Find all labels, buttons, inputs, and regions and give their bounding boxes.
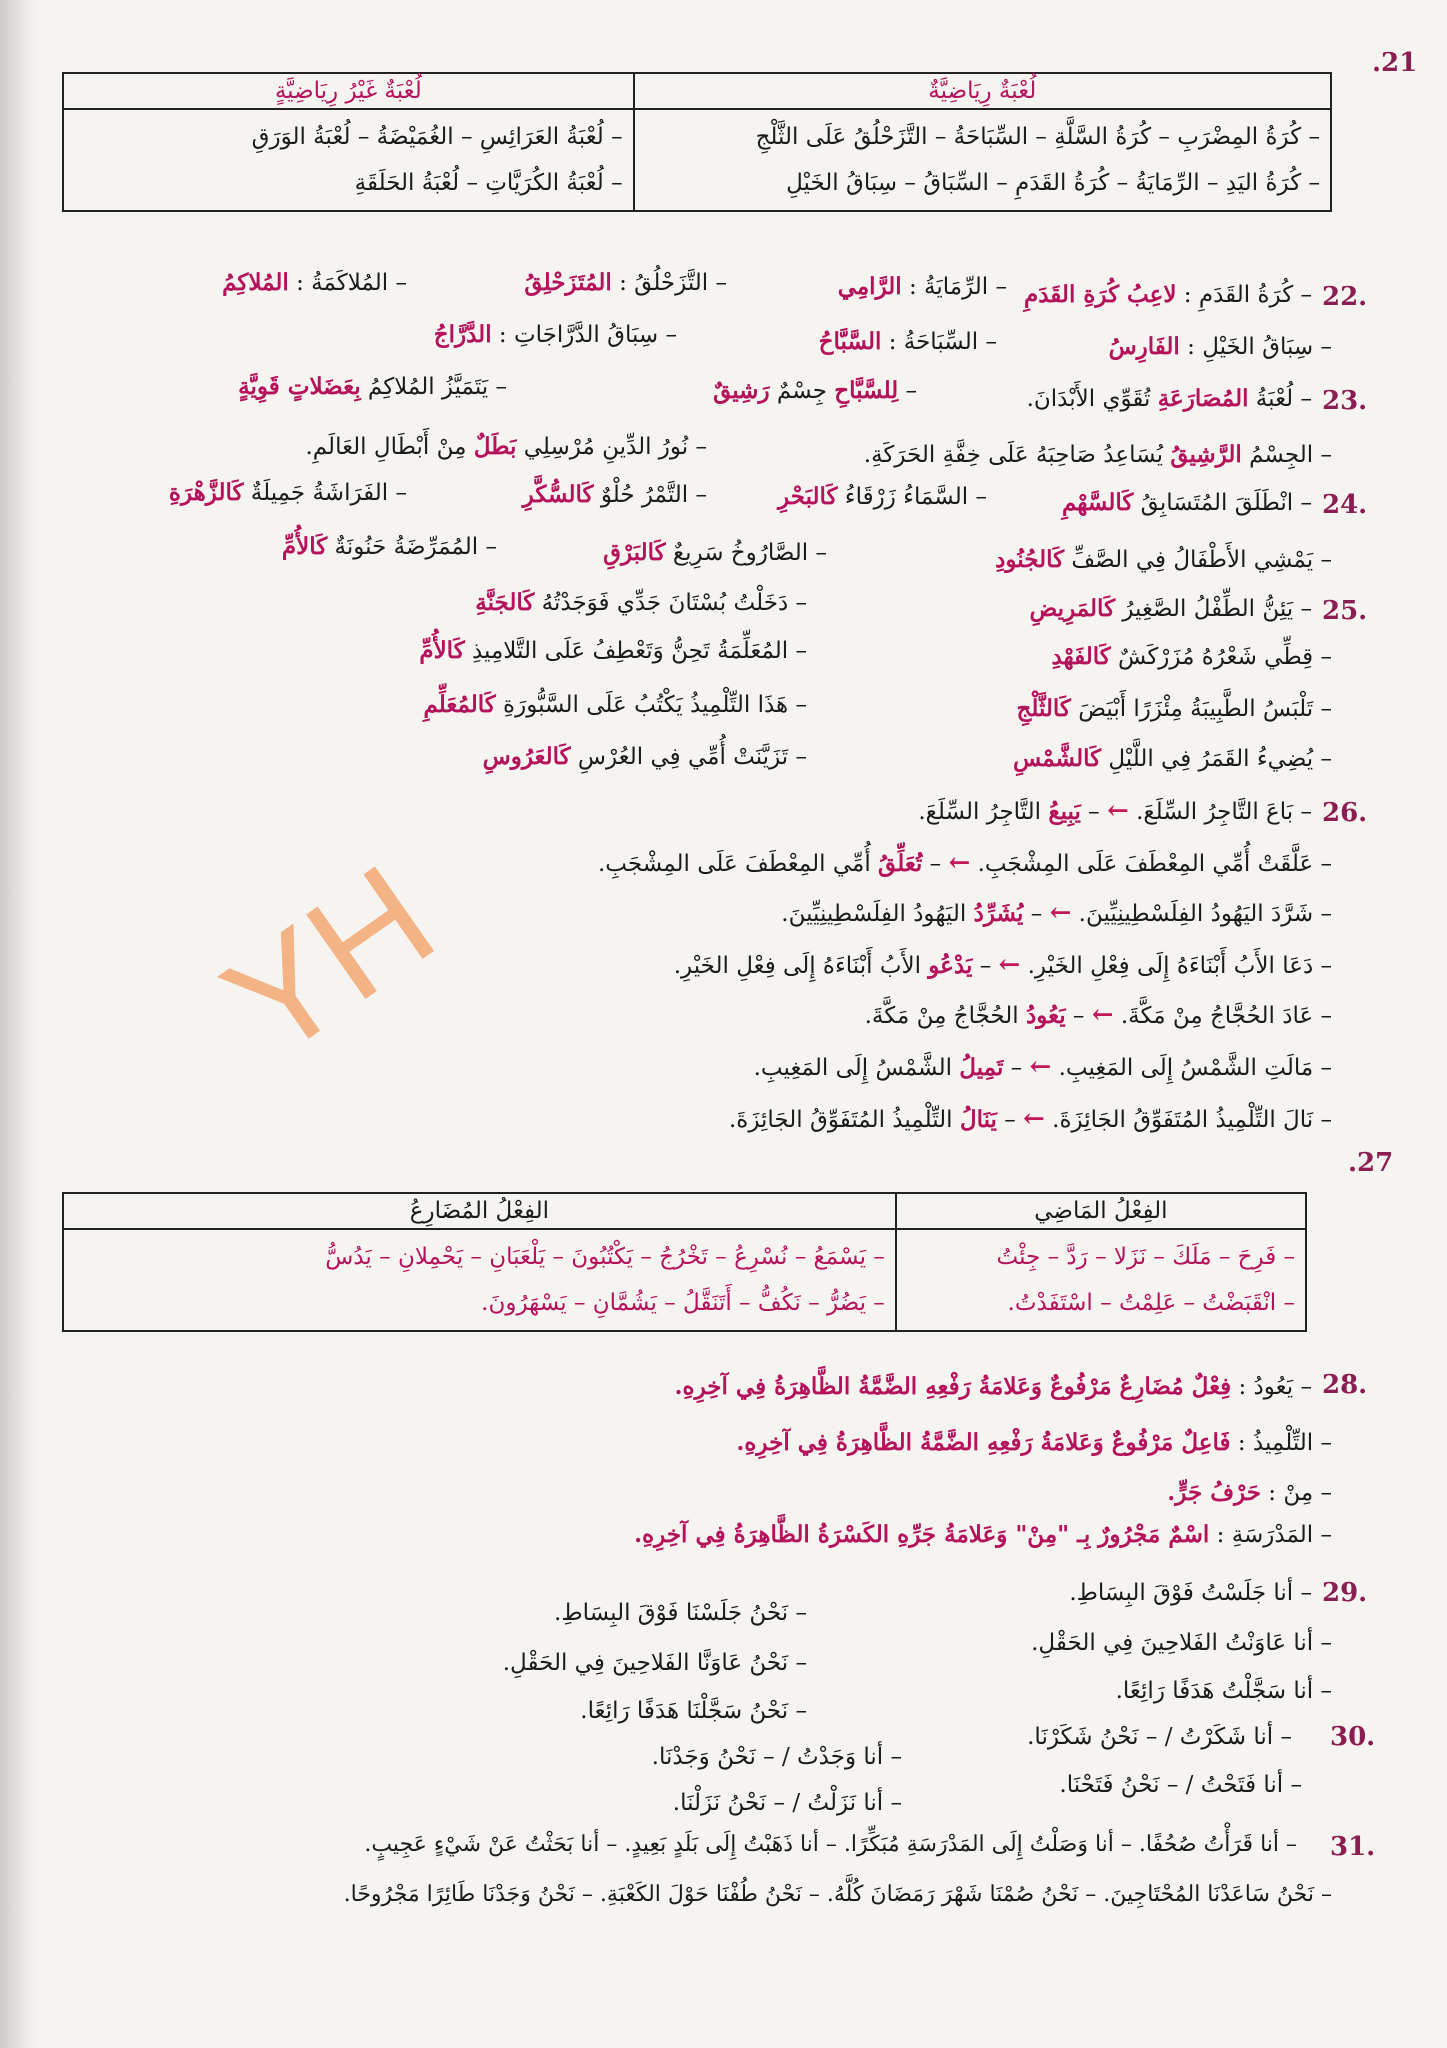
arrow-icon: ← <box>1091 1000 1114 1030</box>
q22-item-football: – كُرَةُ القَدَمِ : لاعِبُ كُرَةِ القَدَمِ <box>1023 281 1312 308</box>
arrow-icon: ← <box>1049 898 1072 928</box>
question-27-number: .27 <box>1348 1148 1394 1178</box>
question-24-number: 24. <box>1322 490 1368 520</box>
arrow-icon: ← <box>1029 1052 1052 1082</box>
q22-item-skiing: – التَّزَحْلُقُ : المُتَزَحْلِقُ <box>524 269 727 296</box>
q28-parse-2: – التِّلْمِيذُ : فَاعِلٌ مَرْفُوعٌ وَعَلامَةُ رَفْعِهِ الضَّمَّةُ الظَّاهِرَةُ فِي آخِرِهِ. <box>736 1429 1332 1456</box>
question-30-number: 30. <box>1330 1722 1376 1752</box>
q24-sentence-4: – الفَرَاشَةُ جَمِيلَةٌ كَالزَّهْرَةِ <box>168 479 407 506</box>
q23-sentence-5: – نُورُ الدِّينِ مُرْسِلِي بَطَلٌ مِنْ أَبْطَالِ العَالَمِ. <box>305 433 707 460</box>
q26-row-5: – عَادَ الحُجَّاجُ مِنْ مَكَّةَ. ← – يَعُودُ الحُجَّاجُ مِنْ مَكَّةَ. <box>864 1000 1332 1030</box>
q29-plural-2: – نَحْنُ عَاوَنَّا الفَلاحِينَ فِي الحَقْلِ. <box>502 1650 807 1676</box>
q24-sentence-5: – يَمْشِي الأَطْفَالُ فِي الصَّفِّ كَالجُنُودِ <box>995 546 1332 573</box>
q22-item-swimming: – السِّبَاحَةُ : السَّبَّاحُ <box>818 328 997 355</box>
q30-pair-3: – أنا فَتَحْتُ / – نَحْنُ فَتَحْنَا. <box>1059 1772 1302 1798</box>
header-sport: لُعْبَةٌ رِيَاضِيَّةٌ <box>634 73 1331 109</box>
q25-sentence-1: – يَئِنُّ الطِّفْلُ الصَّغِيرُ كَالمَرِيضِ <box>1029 595 1312 622</box>
past-verbs-cell: – فَرِحَ – مَلَكَ – نَزَلا – رَدَّ – جِئْتُ – انْقَبَضْتُ – عَلِمْتُ – اسْتَفَدْتُ. <box>896 1229 1306 1331</box>
q29-singular-2: – أنا عَاوَنْتُ الفَلاحِينَ فِي الحَقْلِ. <box>1031 1630 1332 1656</box>
q31-plural-sentences: – نَحْنُ سَاعَدْنَا المُحْتَاجِينَ. – نَحْنُ صُمْنَا شَهْرَ رَمَضَانَ كُلَّهُ. – نَحْنُ طُفْنَا حَوْلَ الكَعْبَةِ. – نَحْنُ وَجَدْنَا طَائِرًا مَجْرُوحًا. <box>343 1882 1332 1907</box>
q26-row-4: – دَعَا الأَبُ أَبْنَاءَهُ إِلَى فِعْلِ الخَيْرِ. ← – يَدْعُو الأَبُ أَبْنَاءَهُ إِلَى فِعْلِ الخَيْرِ. <box>673 950 1332 980</box>
q22-item-cycling: – سِبَاقُ الدَّرَّاجَاتِ : الدَّرَّاجُ <box>433 321 677 348</box>
q28-parse-4: – المَدْرَسَةِ : اسْمٌ مَجْرُورٌ بِـ "مِنْ" وَعَلامَةُ جَرِّهِ الكَسْرَةُ الظَّاهِرَةُ فِي آخِرِهِ. <box>634 1521 1332 1548</box>
q26-row-1: – بَاعَ التَّاجِرُ السِّلَعَ. ← – يَبِيعُ التَّاجِرُ السِّلَعَ. <box>918 796 1312 826</box>
arrow-icon: ← <box>1023 1104 1045 1134</box>
q25-sentence-2: – دَخَلْتُ بُسْتَانَ جَدِّي فَوَجَدْتُهُ كَالجَنَّةِ <box>475 589 807 616</box>
q25-sentence-7: – يُضِيءُ القَمَرُ فِي اللَّيْلِ كَالشَّمْسِ <box>1012 745 1332 772</box>
arrow-icon: ← <box>948 848 971 878</box>
q28-parse-1: – يَعُودُ : فِعْلٌ مُضَارِعٌ مَرْفُوعٌ وَعَلامَةُ رَفْعِهِ الضَّمَّةُ الظَّاهِرَةُ فِي آخِرِهِ. <box>674 1373 1312 1400</box>
q22-item-shooting: – الرِّمَايَةُ : الرَّامِي <box>837 273 1007 300</box>
q25-sentence-6: – هَذَا التِّلْمِيذُ يَكْتُبُ عَلَى السَّبُّورَةِ كَالمُعَلِّمِ <box>423 691 807 718</box>
page-edge-shadow <box>0 0 40 2048</box>
question-29-number: 29. <box>1322 1578 1368 1608</box>
q30-pair-1: – أنا شَكَرْتُ / – نَحْنُ شَكَرْنَا. <box>1027 1724 1292 1750</box>
verb-tense-table <box>62 1192 1307 1332</box>
question-25-number: 25. <box>1322 596 1368 626</box>
q24-sentence-1: – انْطَلَقَ المُتَسَابِقُ كَالسَّهْمِ <box>1061 489 1312 516</box>
q24-sentence-7: – المُمَرِّضَةُ حَنُونَةٌ كَالأُمِّ <box>281 533 497 560</box>
q26-row-7: – نَالَ التِّلْمِيذُ المُتَفَوِّقُ الجَائِزَةَ. ← – يَنَالُ التِّلْمِيذُ المُتَفَوِّقُ الجَائِزَةَ. <box>728 1104 1332 1134</box>
question-21-number: .21 <box>1372 48 1418 78</box>
q25-sentence-3: – قِطِّي شَعْرُهُ مُزَرْكَشٌ كَالفَهْدِ <box>1051 643 1332 670</box>
header-non-sport: لُعْبَةٌ غَيْرُ رِيَاضِيَّةٍ <box>63 73 634 109</box>
q29-plural-3: – نَحْنُ سَجَّلْنَا هَدَفًا رَائِعًا. <box>580 1698 807 1724</box>
q29-plural-1: – نَحْنُ جَلَسْنَا فَوْقَ البِسَاطِ. <box>554 1600 807 1626</box>
q25-sentence-5: – تَلْبَسُ الطَّبِيبَةُ مِئْزَرًا أَبْيَضَ كَالثَّلْجِ <box>1016 695 1332 722</box>
q26-row-2: – عَلَّقَتْ أُمِّي المِعْطَفَ عَلَى المِشْجَبِ. ← – تُعَلِّقُ أُمِّي المِعْطَفَ عَلَى المِشْجَبِ. <box>597 848 1332 878</box>
q31-singular-sentences: – أنا قَرَأْتُ صُحُفًا. – أنا وَصَلْتُ إِلَى المَدْرَسَةِ مُبَكِّرًا. – أنا ذَهَبْتُ إِلَى بَلَدٍ بَعِيدٍ. – أنا بَحَثْتُ عَنْ شَيْءٍ عَجِيبٍ. <box>364 1832 1297 1857</box>
q23-sentence-1: – لُعْبَةُ المُصَارَعَةِ تُقَوِّي الأَبْدَانَ. <box>1026 385 1312 412</box>
q23-sentence-3: – يَتَمَيَّزُ المُلاكِمُ بِعَضَلاتٍ قَوِيَّةٍ <box>238 373 507 400</box>
q28-parse-3: – مِنْ : حَرْفُ جَرٍّ. <box>1167 1479 1332 1506</box>
sport-games-cell: – كُرَةُ المِضْرَبِ – كُرَةُ السَّلَّةِ – السِّبَاحَةُ – التَّزَحْلُقُ عَلَى الثَّلْجِ – كُرَةُ اليَدِ – الرِّمَايَةُ – كُرَةُ القَدَمِ – السِّبَاقُ – سِبَاقُ الخَيْلِ <box>634 109 1331 211</box>
non-sport-games-cell: – لُعْبَةُ العَرَائِسِ – الغُمَيْضَةُ – لُعْبَةُ الوَرَقِ – لُعْبَةُ الكُرَيَّاتِ – لُعْبَةُ الحَلَقَةِ <box>63 109 634 211</box>
arrow-icon: ← <box>1106 796 1129 826</box>
q23-sentence-2: – لِلسَّبَّاحِ جِسْمٌ رَشِيقٌ <box>713 377 917 404</box>
q24-sentence-6: – الصَّارُوخُ سَرِيعٌ كَالبَرْقِ <box>603 539 827 566</box>
header-present-verb: الفِعْلُ المُضَارِعُ <box>63 1193 896 1229</box>
q30-pair-4: – أنا نَزَلْتُ / – نَحْنُ نَزَلْنَا. <box>672 1790 902 1816</box>
question-22-number: 22. <box>1322 282 1368 312</box>
q22-item-horse-racing: – سِبَاقُ الخَيْلِ : الفَارِسُ <box>1108 333 1332 360</box>
q22-item-boxing: – المُلاكَمَةُ : المُلاكِمُ <box>222 269 407 296</box>
present-verbs-cell: – يَسْمَعُ – نُسْرِعُ – تَخْرُجُ – يَكْتُبُونَ – يَلْعَبَانِ – يَحْمِلانِ – يَدُسُّ – يَضُرُّ – نَكُفُّ – أَتَنَقَّلُ – يَشُمَّانِ – يَسْهَرُونَ. <box>63 1229 896 1331</box>
q26-row-6: – مَالَتِ الشَّمْسُ إِلَى المَغِيبِ. ← – تَمِيلُ الشَّمْسُ إِلَى المَغِيبِ. <box>753 1052 1332 1082</box>
header-past-verb: الفِعْلُ المَاضِي <box>896 1193 1306 1229</box>
arrow-icon: ← <box>998 950 1021 980</box>
question-26-number: 26. <box>1322 798 1368 828</box>
q24-sentence-2: – السَّمَاءُ زَرْقَاءُ كَالبَحْرِ <box>778 483 987 510</box>
question-23-number: 23. <box>1322 386 1368 416</box>
q25-sentence-8: – تَزَيَّنَتْ أُمِّي فِي العُرْسِ كَالعَرُوسِ <box>482 743 807 770</box>
q24-sentence-3: – التَّمْرُ حُلْوٌ كَالسُّكَّرِ <box>522 481 707 508</box>
q23-sentence-4: – الجِسْمُ الرَّشِيقُ يُسَاعِدُ صَاحِبَهُ عَلَى خِفَّةِ الحَرَكَةِ. <box>863 441 1332 468</box>
yh-watermark: YH <box>195 832 463 1090</box>
q29-singular-1: – أنا جَلَسْتُ فَوْقَ البِسَاطِ. <box>1069 1580 1312 1606</box>
q26-row-3: – شَرَّدَ اليَهُودُ الفِلَسْطِينِيِّينَ. ← – يُشَرِّدُ اليَهُودُ الفِلَسْطِينِيِّينَ. <box>781 898 1332 928</box>
question-28-number: 28. <box>1322 1370 1368 1400</box>
q29-singular-3: – أنا سَجَّلْتُ هَدَفًا رَائِعًا. <box>1115 1678 1332 1704</box>
q25-sentence-4: – المُعَلِّمَةُ تَحِنُّ وَتَعْطِفُ عَلَى التَّلامِيذِ كَالأُمِّ <box>419 637 807 664</box>
q30-pair-2: – أنا وَجَدْتُ / – نَحْنُ وَجَدْنَا. <box>651 1744 902 1770</box>
question-31-number: 31. <box>1330 1832 1376 1862</box>
sports-classification-table <box>62 72 1332 212</box>
